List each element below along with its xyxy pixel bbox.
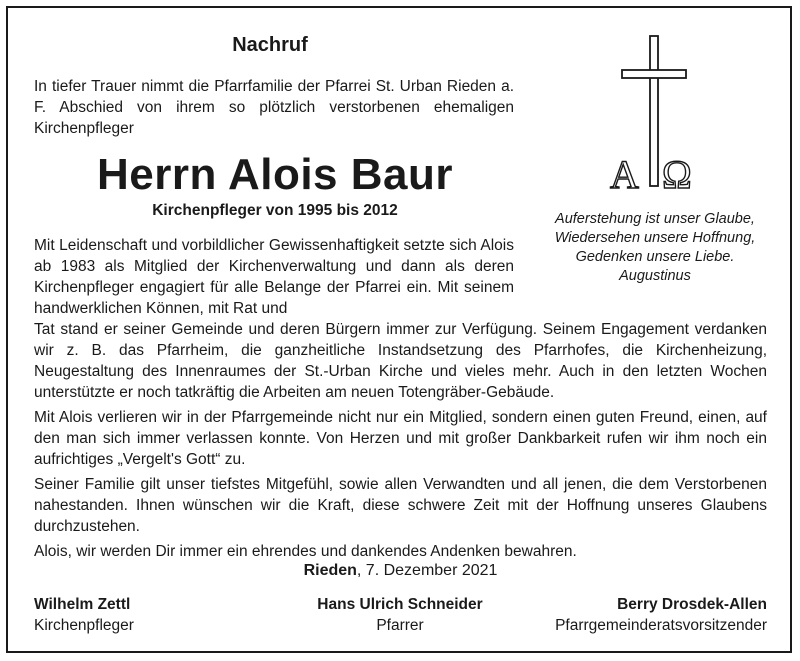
signature-name: Wilhelm Zettl bbox=[34, 596, 131, 613]
svg-text:Ω: Ω bbox=[662, 152, 692, 194]
intro-text: In tiefer Trauer nimmt die Pfarrfamilie der Pfarrei St. Urban Rieden a. F. Abschied von ihrem so plötzlich verstorbenen ehemaligen Kirchenpfleger bbox=[34, 78, 514, 137]
paragraph-2: Mit Alois verlieren wir in der Pfarrgemeinde nicht nur ein Mitglied, sondern einen guten Freund, einen, auf den man sich immer verlassen konnte. Von Herzen und mit großer Dankbarkeit rufen wir ihm noch ein aufrichtiges „Vergelt's Gott“ zu. bbox=[34, 409, 767, 468]
signature-middle bbox=[240, 594, 560, 636]
quote-line: Wiedersehen unsere Hoffnung, bbox=[554, 230, 756, 246]
body-text bbox=[34, 235, 767, 566]
quote-author: Augustinus bbox=[619, 268, 691, 284]
quote-line: Gedenken unsere Liebe. bbox=[575, 249, 735, 265]
signature-role: Kirchenpfleger bbox=[34, 617, 134, 634]
signature-right bbox=[555, 594, 767, 636]
cross-alpha-omega-icon bbox=[596, 34, 716, 199]
paragraph-3: Seiner Familie gilt unser tiefstes Mitgefühl, sowie allen Verwandten und all jenen, die dem Verstorbenen nahestanden. Ihnen wünschen wir die Kraft, diese schwere Zeit mit der Hoffnung unseres Glaubens durchzustehen. bbox=[34, 476, 767, 535]
svg-text:A: A bbox=[610, 152, 639, 194]
paragraph-1-continued: Tat stand er seiner Gemeinde und deren Bürgern immer zur Verfügung. Seinem Engagement verdanken wir z. B. das Pfarrheim, die ganzheitliche Instandsetzung des Pfarrhofes, die Kirchenheizung, Neugestaltung des Innenraumes der St.-Urban Kirche und vieles mehr. Auch in den letzten Wochen unterstützte er noch tatkräftig die Arbeiten am neuen Totengräber-Gebäude. bbox=[34, 321, 767, 401]
date-text: , 7. Dezember 2021 bbox=[356, 562, 498, 579]
place-date bbox=[34, 562, 767, 580]
paragraph-1-start: Mit Leidenschaft und vorbildlicher Gewissenhaftigkeit setzte sich Alois ab 1983 als Mitglied der Kirchenverwaltung und dann als deren Kirchenpfleger engagiert für alle Belange der Pfarrei ein. Mit seinem handwerklichen Können, mit Rat und bbox=[34, 237, 514, 317]
signature-role: Pfarrgemeinderatsvorsitzender bbox=[555, 617, 767, 634]
paragraph-4: Alois, wir werden Dir immer ein ehrendes und dankendes Andenken bewahren. bbox=[34, 543, 577, 560]
signature-role: Pfarrer bbox=[376, 617, 424, 634]
signature-name: Berry Drosdek-Allen bbox=[617, 596, 767, 613]
signature-name: Hans Ulrich Schneider bbox=[317, 596, 483, 613]
quote-line: Auferstehung ist unser Glaube, bbox=[555, 211, 755, 227]
deceased-name: Herrn Alois Baur bbox=[96, 150, 453, 199]
deceased-subtitle: Kirchenpfleger von 1995 bis 2012 bbox=[152, 202, 398, 219]
signature-left bbox=[34, 594, 134, 636]
notice-heading: Nachruf bbox=[232, 34, 308, 56]
place: Rieden bbox=[303, 562, 357, 579]
